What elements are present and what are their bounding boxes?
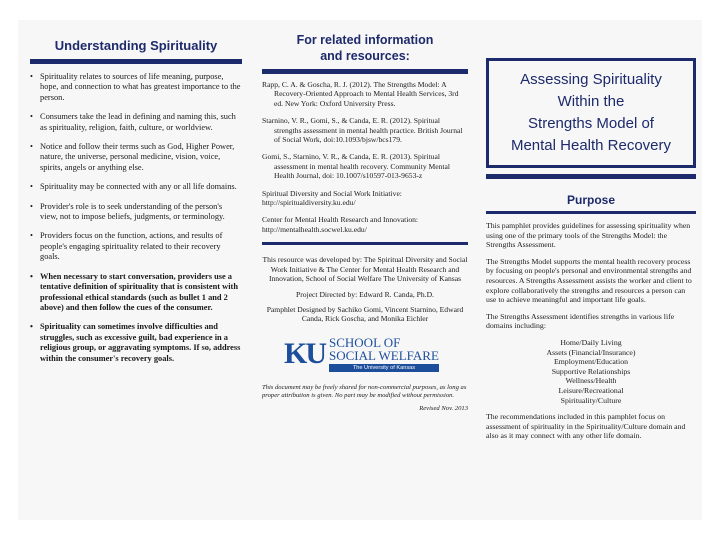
ku-school-line1: SCHOOL OF: [329, 334, 401, 350]
recommendations-paragraph: The recommendations included in this pamphlet focus on assessment of spirituality in the Spirituality/Culture domain and also as it may connect with any other life domain.: [486, 412, 686, 441]
heading-rule: [486, 211, 696, 214]
resource-link-spiritual-diversity: Spiritual Diversity and Social Work Initiative: http://spiritualdiversity.ku.edu/: [262, 188, 402, 208]
list-item: • Spirituality may be connected with any or all life domains.: [30, 182, 242, 192]
reference-item: Starnino, V. R., Gomi, S., & Canda, E. R. (2012). Spiritual strengths assessment in mental health practice. British Journal of Social Work, doi:10.1093/bjsw/bcs179.: [262, 116, 463, 145]
ku-logo: [284, 336, 468, 372]
list-item: Wellness/Health: [565, 376, 617, 386]
list-item: • Spirituality can sometimes involve difficulties and struggles, such as excessive guilt, bad experience in a religious group, or aggravating symptoms. If so, address within the consumer's recovery goals.: [30, 322, 242, 364]
ku-university-bar: The University of Kansas: [329, 364, 439, 372]
ku-school-name: [329, 336, 439, 372]
title-rule: [486, 174, 696, 179]
understanding-list: [30, 72, 242, 364]
project-director: Project Directed by: Edward R. Canda, Ph.D.: [296, 289, 434, 299]
resources-column: [262, 20, 468, 412]
section-rule: [262, 242, 468, 245]
pamphlet-page: [18, 20, 702, 520]
list-item: Home/Daily Living: [560, 337, 622, 347]
ku-mark: KU: [284, 336, 325, 370]
list-item: Assets (Financial/Insurance): [546, 347, 636, 357]
designed-by: Pamphlet Designed by Sachiko Gomi, Vincent Starnino, Edward Canda, Rick Goscha, and Monika Eichler: [266, 304, 464, 324]
resources-heading-line2: and resources:: [320, 49, 410, 63]
understanding-heading: Understanding Spirituality: [54, 38, 218, 53]
list-item: • Spirituality relates to sources of life meaning, purpose, hope, and connection to what has greatest importance to the person.: [30, 72, 242, 103]
life-domains-list: [486, 338, 696, 405]
resources-heading-line1: For related information: [296, 33, 434, 47]
list-item: Spirituality/Culture: [560, 395, 622, 405]
purpose-paragraph: This pamphlet provides guidelines for assessing spirituality when using one of the primary tools of the Strengths Model: the Strengths Assessment.: [486, 221, 691, 250]
title-line-2: Within the: [557, 93, 625, 110]
ku-school-line2: SOCIAL WELFARE: [329, 347, 439, 363]
list-item: Supportive Relationships: [551, 366, 631, 376]
list-item: • Provider's role is to seek understanding of the person's view, not to impose beliefs, judgments, or terminology.: [30, 202, 242, 223]
list-item: Leisure/Recreational: [558, 385, 624, 395]
understanding-column: [30, 20, 242, 373]
permission-note: This document may be freely shared for non-commercial purposes, as long as proper attribution is given. No part may be modified without permission.: [262, 383, 467, 400]
resources-heading: [262, 32, 468, 64]
list-item: • When necessary to start conversation, providers use a tentative definition of spirituality that is consistent with professional ethical standards (such as bullet 1 and 2 above) and then follow the cues of the consumer.: [30, 272, 242, 314]
title-line-1: Assessing Spirituality: [520, 71, 662, 88]
revised-date: Revised Nov. 2013: [419, 404, 468, 412]
cover-column: [486, 20, 696, 448]
list-item: Employment/Education: [553, 357, 629, 367]
title-line-4: Mental Health Recovery: [510, 137, 672, 154]
purpose-heading: Purpose: [566, 193, 615, 207]
developed-by: This resource was developed by: The Spiritual Diversity and Social Work Initiative & The Center for Mental Health Research and Innovation, School of Social Welfare The University of Kansas: [262, 255, 468, 284]
strengths-model-paragraph: The Strengths Model supports the mental health recovery process by focusing on people's personal and environmental strengths and resources. A Strengths Assessment assists the worker and client to explore collaboratively the strengths and resources a person can use to achieve meaningful and important life goals.: [486, 256, 692, 305]
list-item: • Notice and follow their terms such as God, Higher Power, nature, the universe, personal medicine, vision, voice, spirits, angels or anything else.: [30, 142, 242, 173]
heading-rule: [30, 59, 242, 64]
resource-link-mental-health: Center for Mental Health Research and Innovation: http://mentalhealth.socwel.ku.edu/: [262, 215, 419, 234]
list-item: • Consumers take the lead in defining and naming this, such as spirituality, religion, faith, culture, or worldview.: [30, 112, 242, 133]
reference-item: Gomi, S., Starnino, V. R., & Canda, E. R. (2013). Spiritual assessment in mental health recovery. Community Mental Health Journal, doi: 10.1007/s10597-013-9653-z: [262, 152, 451, 181]
reference-item: Rapp, C. A. & Goscha, R. J. (2012). The Strengths Model: A Recovery-Oriented Approach to Mental Health Services, 3rd ed. New York: Oxford University Press.: [262, 80, 459, 108]
title-box: [486, 58, 696, 168]
heading-rule: [262, 69, 468, 74]
list-item: • Providers focus on the function, actions, and results of people's engaging spirituality related to their recovery goals.: [30, 231, 242, 262]
title-line-3: Strengths Model of: [528, 115, 654, 132]
life-domains-intro: The Strengths Assessment identifies strengths in various life domains including:: [486, 311, 675, 331]
